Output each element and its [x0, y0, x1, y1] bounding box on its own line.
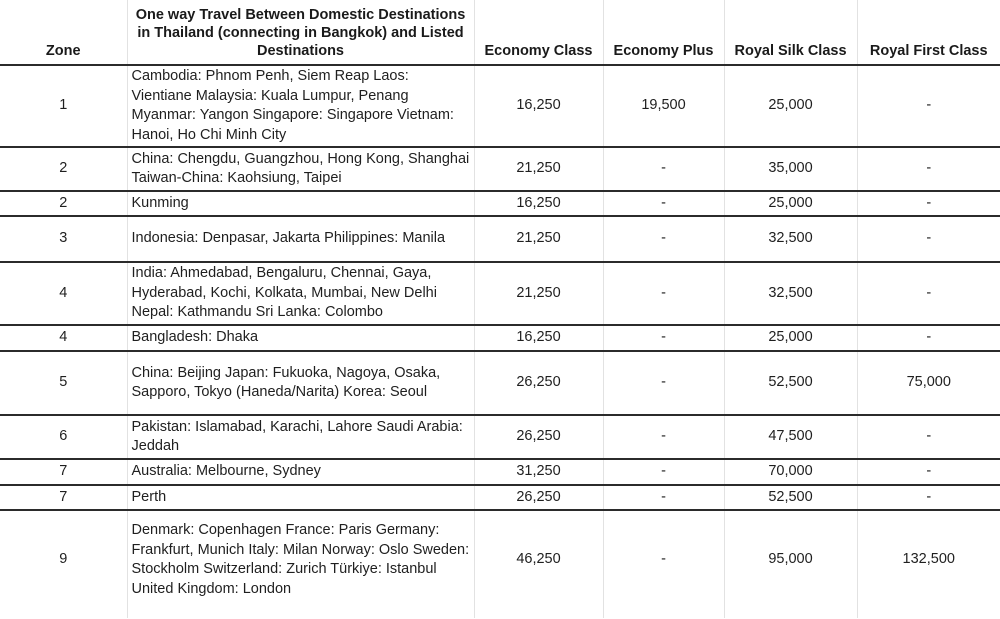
economy-cell: 16,250 — [474, 325, 603, 351]
header-row — [0, 0, 1000, 65]
table-row — [0, 459, 1000, 485]
table-row — [0, 351, 1000, 415]
royal-first-cell: - — [857, 485, 1000, 510]
royal-first-cell: - — [857, 216, 1000, 262]
zone-cell: 3 — [0, 216, 127, 262]
economy-cell: 21,250 — [474, 216, 603, 262]
economy-plus-cell: - — [603, 510, 724, 618]
destinations-cell: Australia: Melbourne, Sydney — [127, 459, 474, 485]
economy-plus-cell: - — [603, 485, 724, 510]
economy-cell: 26,250 — [474, 351, 603, 415]
royal-first-cell: 132,500 — [857, 510, 1000, 618]
table-row — [0, 485, 1000, 510]
economy-plus-cell: - — [603, 147, 724, 191]
royal-silk-cell: 32,500 — [724, 262, 857, 325]
economy-plus-cell: - — [603, 351, 724, 415]
header-economy-plus: Economy Plus — [603, 0, 724, 65]
royal-first-cell: - — [857, 459, 1000, 485]
royal-first-cell: - — [857, 325, 1000, 351]
economy-cell: 26,250 — [474, 415, 603, 459]
economy-plus-cell: - — [603, 325, 724, 351]
table-row — [0, 191, 1000, 216]
zone-cell: 4 — [0, 262, 127, 325]
royal-silk-cell: 47,500 — [724, 415, 857, 459]
royal-first-cell: - — [857, 262, 1000, 325]
destinations-cell: Perth — [127, 485, 474, 510]
table-row — [0, 415, 1000, 459]
royal-silk-cell: 25,000 — [724, 65, 857, 147]
economy-cell: 26,250 — [474, 485, 603, 510]
economy-cell: 21,250 — [474, 147, 603, 191]
royal-first-cell: - — [857, 415, 1000, 459]
destinations-cell: Kunming — [127, 191, 474, 216]
economy-plus-cell: - — [603, 191, 724, 216]
royal-silk-cell: 95,000 — [724, 510, 857, 618]
economy-plus-cell: - — [603, 459, 724, 485]
economy-plus-cell: 19,500 — [603, 65, 724, 147]
royal-silk-cell: 25,000 — [724, 325, 857, 351]
destinations-cell: India: Ahmedabad, Bengaluru, Chennai, Gaya, Hyderabad, Kochi, Kolkata, Mumbai, New Delhi Nepal: Kathmandu Sri Lanka: Colombo — [127, 262, 474, 325]
zone-cell: 5 — [0, 351, 127, 415]
header-royal-first-class: Royal First Class — [857, 0, 1000, 65]
royal-first-cell: - — [857, 191, 1000, 216]
destinations-cell: Cambodia: Phnom Penh, Siem Reap Laos: Vientiane Malaysia: Kuala Lumpur, Penang Myanmar: Yangon Singapore: Singapore Vietnam: Hanoi, Ho Chi Minh City — [127, 65, 474, 147]
zone-cell: 4 — [0, 325, 127, 351]
economy-cell: 16,250 — [474, 65, 603, 147]
economy-cell: 21,250 — [474, 262, 603, 325]
royal-silk-cell: 35,000 — [724, 147, 857, 191]
table-row — [0, 147, 1000, 191]
zone-cell: 2 — [0, 147, 127, 191]
zone-cell: 6 — [0, 415, 127, 459]
economy-plus-cell: - — [603, 415, 724, 459]
table-row — [0, 262, 1000, 325]
table-row — [0, 510, 1000, 618]
royal-silk-cell: 32,500 — [724, 216, 857, 262]
destinations-cell: Indonesia: Denpasar, Jakarta Philippines: Manila — [127, 216, 474, 262]
economy-plus-cell: - — [603, 262, 724, 325]
royal-first-cell: - — [857, 65, 1000, 147]
royal-first-cell: 75,000 — [857, 351, 1000, 415]
economy-cell: 16,250 — [474, 191, 603, 216]
header-economy-class: Economy Class — [474, 0, 603, 65]
destinations-cell: Bangladesh: Dhaka — [127, 325, 474, 351]
royal-first-cell: - — [857, 147, 1000, 191]
zone-cell: 7 — [0, 485, 127, 510]
header-destinations: One way Travel Between Domestic Destinations in Thailand (connecting in Bangkok) and Listed Destinations — [127, 0, 474, 65]
table-row — [0, 216, 1000, 262]
destinations-cell: Pakistan: Islamabad, Karachi, Lahore Saudi Arabia: Jeddah — [127, 415, 474, 459]
header-royal-silk-class: Royal Silk Class — [724, 0, 857, 65]
royal-silk-cell: 70,000 — [724, 459, 857, 485]
destinations-cell: China: Chengdu, Guangzhou, Hong Kong, Shanghai Taiwan-China: Kaohsiung, Taipei — [127, 147, 474, 191]
header-zone: Zone — [0, 0, 127, 65]
royal-silk-cell: 52,500 — [724, 485, 857, 510]
table-row — [0, 65, 1000, 147]
economy-cell: 46,250 — [474, 510, 603, 618]
zone-cell: 9 — [59, 551, 68, 568]
economy-cell: 31,250 — [474, 459, 603, 485]
table-row — [0, 325, 1000, 351]
zone-cell: 7 — [0, 459, 127, 485]
royal-silk-cell: 52,500 — [724, 351, 857, 415]
zone-cell: 1 — [0, 65, 127, 147]
economy-plus-cell: - — [603, 216, 724, 262]
royal-silk-cell: 25,000 — [724, 191, 857, 216]
destinations-cell: China: Beijing Japan: Fukuoka, Nagoya, Osaka, Sapporo, Tokyo (Haneda/Narita) Korea: Seoul — [127, 351, 474, 415]
zone-cell: 2 — [0, 191, 127, 216]
destinations-cell: Denmark: Copenhagen France: Paris Germany: Frankfurt, Munich Italy: Milan Norway: Oslo Sweden: Stockholm Switzerland: Zurich Türkiye: Istanbul United Kingdom: London — [127, 510, 474, 618]
